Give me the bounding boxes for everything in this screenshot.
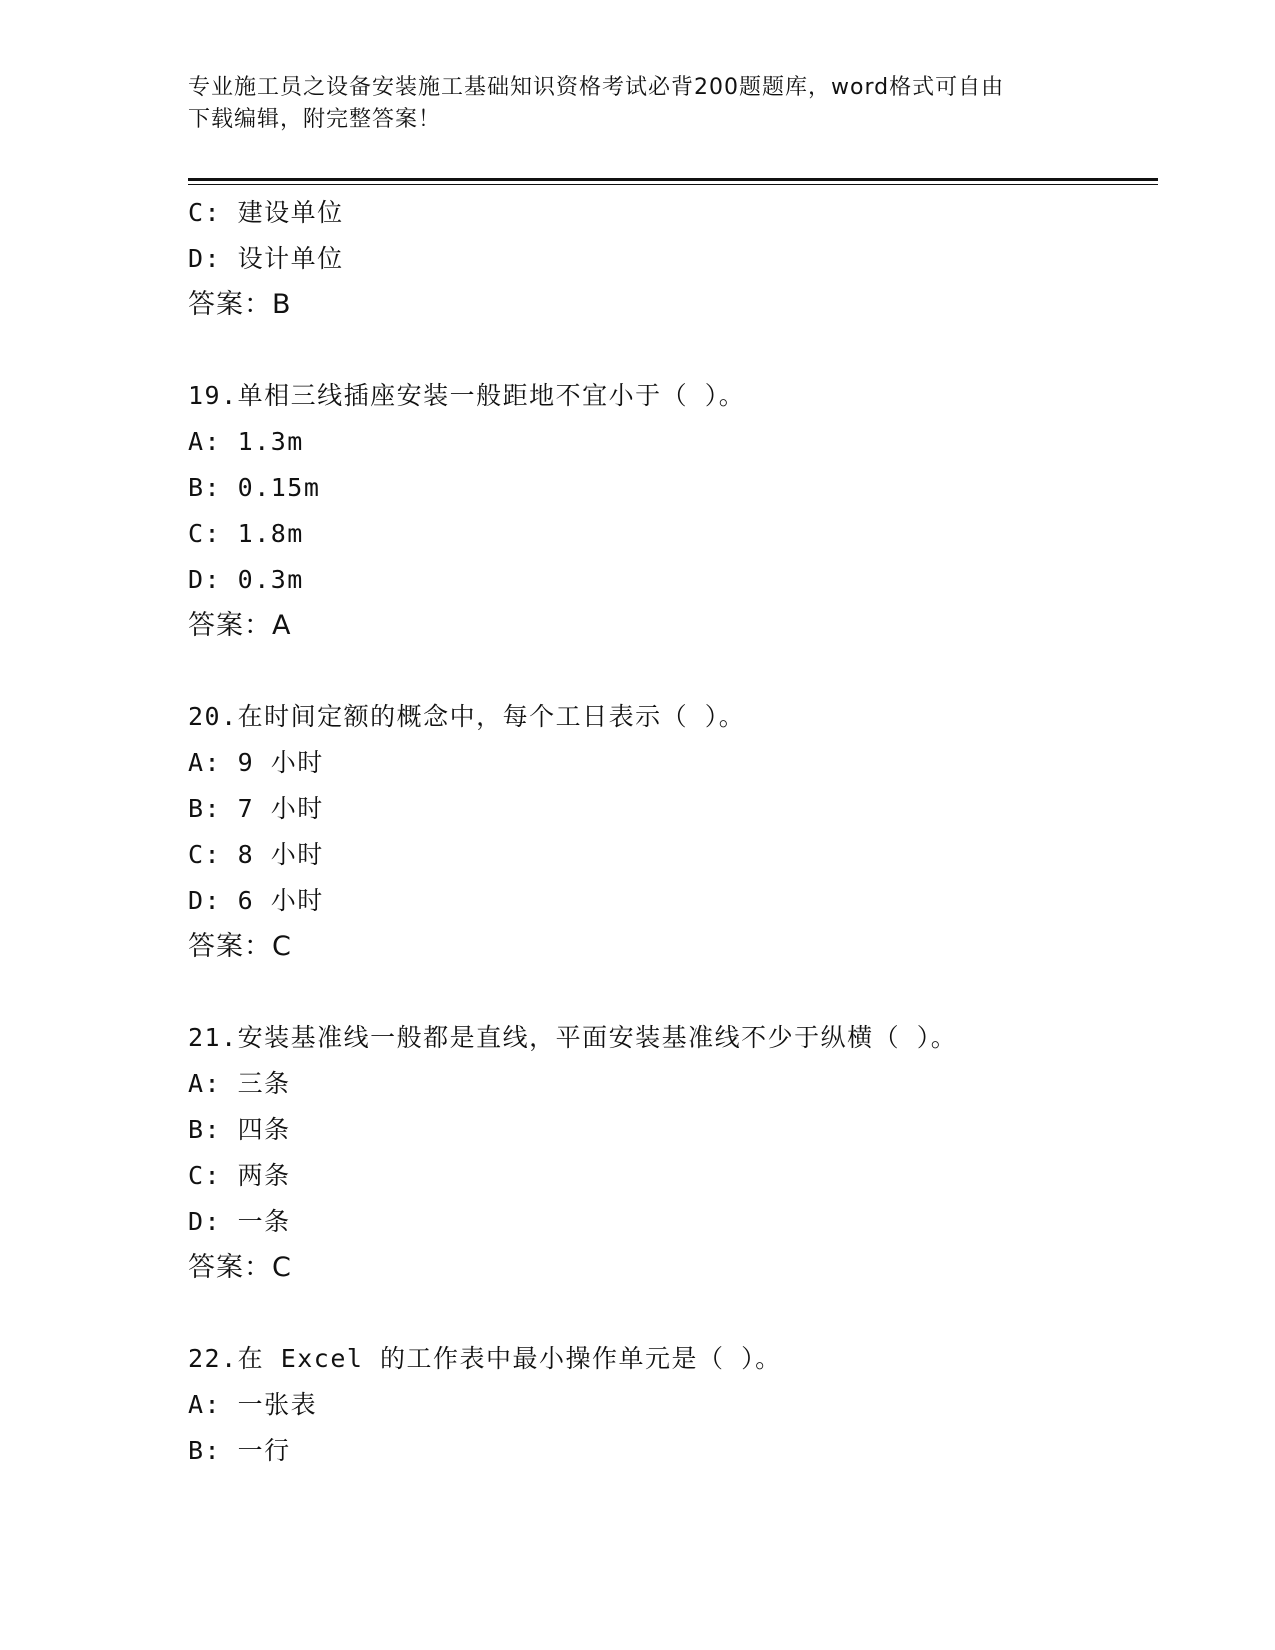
answer-line: 答案：C: [188, 931, 292, 962]
option-b: B: 0.15m: [188, 473, 321, 502]
question-20: [188, 694, 1148, 970]
option-a: A: 1.3m: [188, 427, 304, 456]
spacer: [188, 1291, 1148, 1336]
answer-line: 答案：A: [188, 610, 292, 641]
spacer: [188, 328, 1148, 373]
spacer: [188, 649, 1148, 694]
option-d: D: 0.3m: [188, 565, 304, 594]
header-line-1: 专业施工员之设备安装施工基础知识资格考试必背200题题库，word格式可自由: [188, 75, 1005, 100]
option-c: C: 两条: [188, 1161, 291, 1190]
option-d: D: 一条: [188, 1207, 291, 1236]
option-b: B: 四条: [188, 1115, 291, 1144]
option-d: D: 6 小时: [188, 886, 324, 915]
spacer: [188, 970, 1148, 1015]
option-c: C: 1.8m: [188, 519, 304, 548]
option-a: A: 9 小时: [188, 748, 324, 777]
document-header: [188, 72, 1078, 136]
carryover-block: [188, 190, 1148, 328]
question-21: [188, 1015, 1148, 1291]
option-c: C: 建设单位: [188, 198, 344, 227]
question-stem: 22.在 Excel 的工作表中最小操作单元是（ ）。: [188, 1344, 782, 1373]
option-d: D: 设计单位: [188, 244, 344, 273]
question-stem: 21.安装基准线一般都是直线，平面安装基准线不少于纵横（ ）。: [188, 1023, 958, 1052]
header-rule-thick: [188, 178, 1158, 181]
question-stem: 20.在时间定额的概念中，每个工日表示（ ）。: [188, 702, 746, 731]
header-rule-thin: [188, 184, 1158, 185]
header-line-2: 下载编辑，附完整答案！: [188, 107, 442, 132]
option-c: C: 8 小时: [188, 840, 324, 869]
question-22: [188, 1336, 1148, 1474]
question-19: [188, 373, 1148, 649]
answer-line: 答案：C: [188, 1252, 292, 1283]
option-b: B: 一行: [188, 1436, 291, 1465]
option-a: A: 一张表: [188, 1390, 318, 1419]
option-b: B: 7 小时: [188, 794, 324, 823]
question-stem: 19.单相三线插座安装一般距地不宜小于（ ）。: [188, 381, 746, 410]
option-a: A: 三条: [188, 1069, 291, 1098]
answer-line: 答案：B: [188, 289, 292, 320]
question-list: [188, 190, 1148, 1474]
